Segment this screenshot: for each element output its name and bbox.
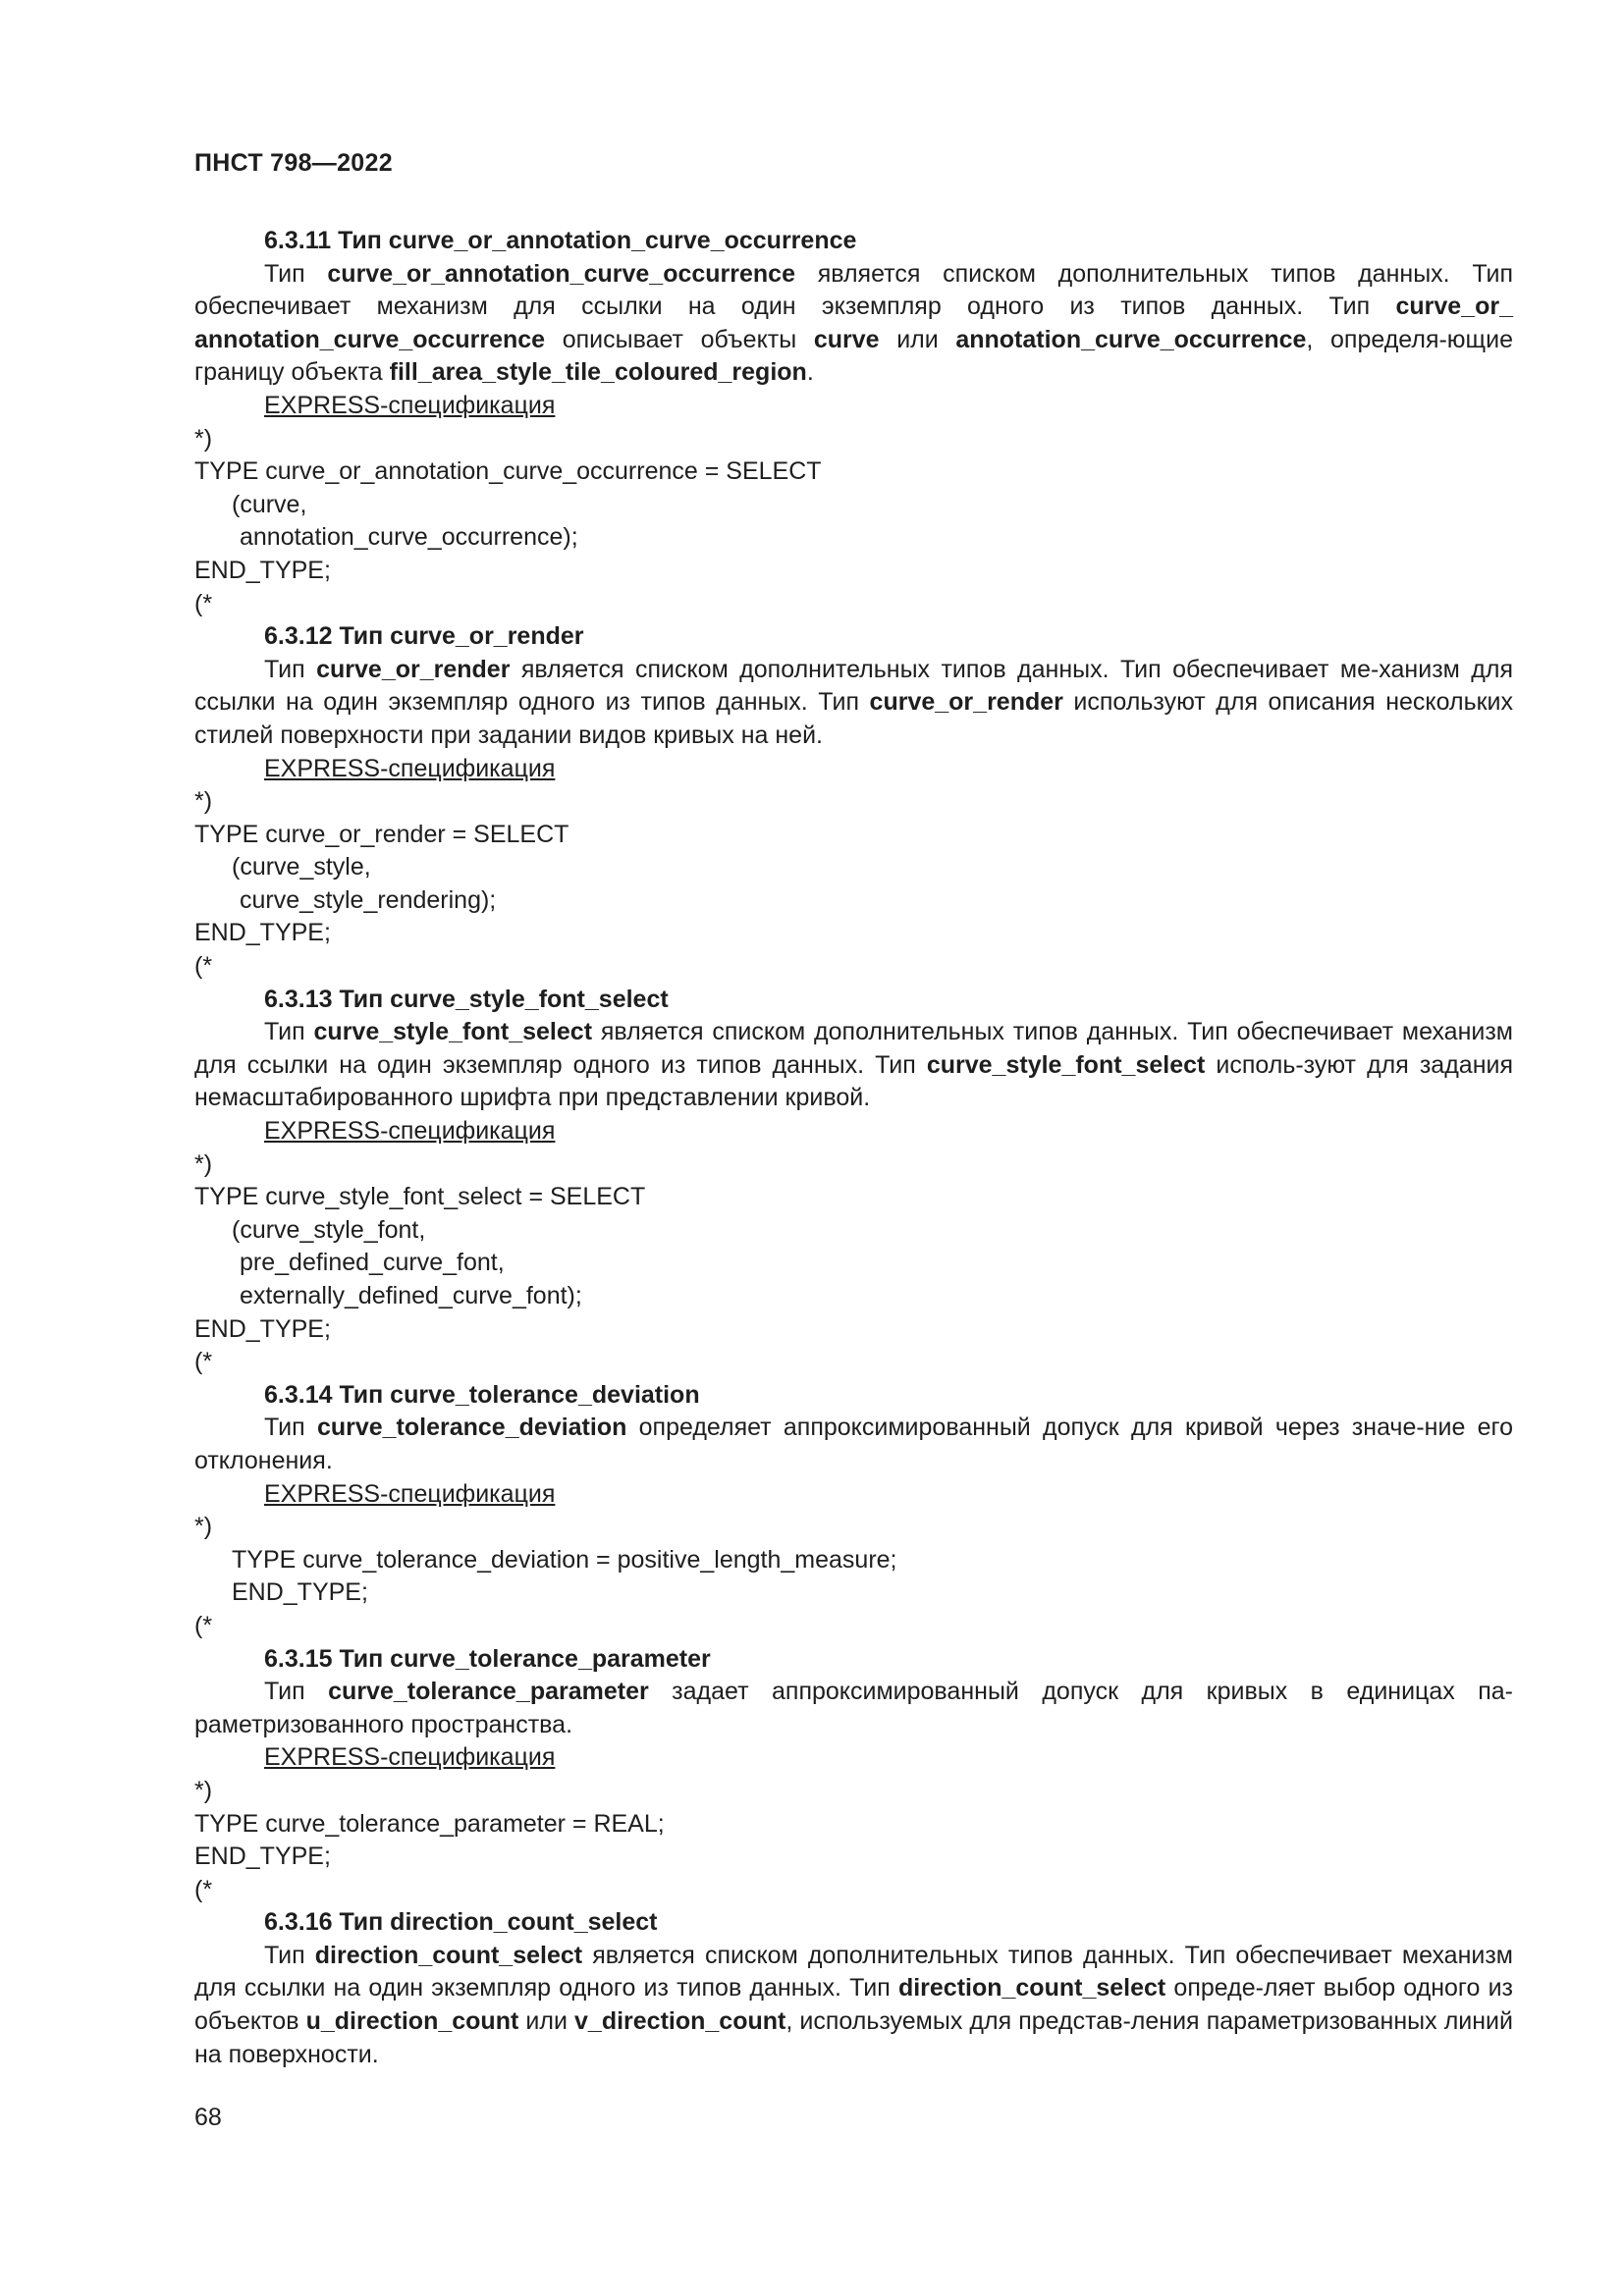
code-comment-close: *) [194, 1149, 213, 1178]
code-comment-close: *) [194, 1776, 213, 1804]
code-comment-open: (* [194, 589, 213, 617]
text-run: определяет аппроксимированный допуск для кривой через значе-ние его отклонения. [194, 1414, 1513, 1474]
text-run: или [518, 2007, 575, 2036]
bold-term: v_direction_count [574, 2007, 786, 2036]
express-spec-label: EXPRESS-спецификация [264, 1479, 556, 1508]
section-paragraph [194, 1016, 1513, 1115]
section-paragraph [194, 654, 1513, 753]
section-paragraph [194, 1676, 1513, 1741]
bold-term: curve_tolerance_parameter [328, 1678, 649, 1706]
bold-term: direction_count_select [314, 1941, 583, 1969]
code-line: END_TYPE; [194, 1842, 331, 1871]
text-run: является списком дополнительных типов данных. Тип обеспечивает ме-ханизм для ссылки на один экземпляр одного из типов данных. Тип [194, 655, 1513, 717]
bold-term: curve_style_font_select [926, 1050, 1206, 1079]
text-run: Тип [264, 1678, 329, 1706]
code-line: (curve_style, [232, 853, 371, 881]
text-run: Тип [264, 259, 328, 288]
bold-term: curve_or_annotation_curve_occurrence [327, 259, 795, 288]
code-comment-open: (* [194, 1348, 213, 1376]
bold-term: curve_or_ annotation_curve_occurrence [194, 293, 1513, 353]
code-line: (curve, [232, 490, 307, 518]
document-body [194, 225, 1513, 2071]
code-line: TYPE curve_tolerance_parameter = REAL; [194, 1809, 665, 1838]
section-title: 6.3.13 Тип curve_style_font_select [264, 985, 669, 1013]
bold-term: fill_area_style_tile_coloured_region [389, 358, 807, 387]
code-line: END_TYPE; [232, 1578, 368, 1607]
code-line: externally_defined_curve_font); [240, 1282, 582, 1309]
text-run: опреде-ляет выбор одного из объектов [194, 1974, 1513, 2036]
text-run: является списком дополнительных типов данных. Тип обеспечивает механизм для ссылки на один экземпляр одного из типов данных. Тип [194, 1941, 1513, 2002]
code-line: curve_style_rendering); [240, 885, 497, 914]
document-header: ПНСТ 798—2022 [194, 149, 393, 177]
text-run: или [879, 325, 956, 353]
text-run: Тип [264, 1414, 317, 1442]
code-comment-open: (* [194, 1875, 213, 1903]
bold-term: curve_or_render [316, 655, 511, 683]
section-title: 6.3.16 Тип direction_count_select [264, 1908, 658, 1937]
express-spec-label: EXPRESS-спецификация [264, 1743, 556, 1772]
bold-term: annotation_curve_occurrence [955, 325, 1307, 353]
code-line: TYPE curve_tolerance_deviation = positive_length_measure; [232, 1545, 897, 1574]
bold-term: curve [813, 325, 880, 353]
code-line: TYPE curve_or_render = SELECT [194, 820, 569, 848]
section-paragraph [194, 1412, 1513, 1477]
text-run: задает аппроксимированный допуск для кривых в единицах па-раметризованного пространства. [194, 1678, 1514, 1738]
bold-term: curve_style_font_select [313, 1018, 593, 1046]
code-comment-close: *) [194, 1513, 213, 1541]
text-run: , используемых для представ-ления параметризованных линий на поверхности. [194, 2007, 1513, 2068]
text-run: , определя-ющие границу объекта [194, 325, 1513, 387]
text-run: является списком дополнительных типов данных. Тип обеспечивает механизм для ссылки на один экземпляр одного из типов данных. Тип [194, 1018, 1513, 1079]
text-run: используют для описания нескольких стилей поверхности при задании видов кривых на ней. [194, 688, 1514, 749]
bold-term: direction_count_select [897, 1974, 1166, 2002]
express-spec-label: EXPRESS-спецификация [264, 1117, 556, 1146]
section-paragraph [194, 258, 1513, 390]
bold-term: u_direction_count [305, 2007, 519, 2036]
text-run: Тип [264, 655, 317, 683]
text-run: исполь-зуют для задания немасштабированного шрифта при представлении кривой. [194, 1050, 1513, 1112]
code-line: pre_defined_curve_font, [240, 1249, 505, 1277]
text-run: описывает объекты [545, 325, 814, 353]
text-run: . [806, 358, 814, 387]
section-title: 6.3.12 Тип curve_or_render [264, 622, 584, 651]
text-run: является списком дополнительных типов данных. Тип обеспечивает механизм для ссылки на один экземпляр одного из типов данных. Тип [194, 259, 1514, 321]
code-comment-open: (* [194, 1611, 213, 1639]
section-title: 6.3.15 Тип curve_tolerance_parameter [264, 1644, 711, 1673]
code-line: TYPE curve_or_annotation_curve_occurrence = SELECT [194, 457, 822, 486]
code-comment-close: *) [194, 787, 213, 816]
code-comment-open: (* [194, 952, 213, 981]
code-line: (curve_style_font, [232, 1215, 426, 1244]
section-title: 6.3.14 Тип curve_tolerance_deviation [264, 1380, 700, 1409]
section-paragraph [194, 1940, 1513, 2071]
text-run: Тип [264, 1941, 315, 1969]
code-line: TYPE curve_style_font_select = SELECT [194, 1183, 646, 1211]
express-spec-label: EXPRESS-спецификация [264, 391, 556, 419]
code-line: END_TYPE; [194, 556, 331, 584]
code-line: annotation_curve_occurrence); [240, 523, 578, 552]
code-comment-close: *) [194, 424, 213, 453]
text-run: Тип [264, 1018, 314, 1046]
code-line: END_TYPE; [194, 1314, 331, 1343]
bold-term: curve_or_render [869, 688, 1063, 717]
express-spec-label: EXPRESS-спецификация [264, 754, 556, 782]
section-title: 6.3.11 Тип curve_or_annotation_curve_occurrence [264, 227, 857, 254]
code-line: END_TYPE; [194, 919, 331, 947]
bold-term: curve_tolerance_deviation [316, 1414, 627, 1442]
page-number: 68 [194, 2104, 222, 2131]
